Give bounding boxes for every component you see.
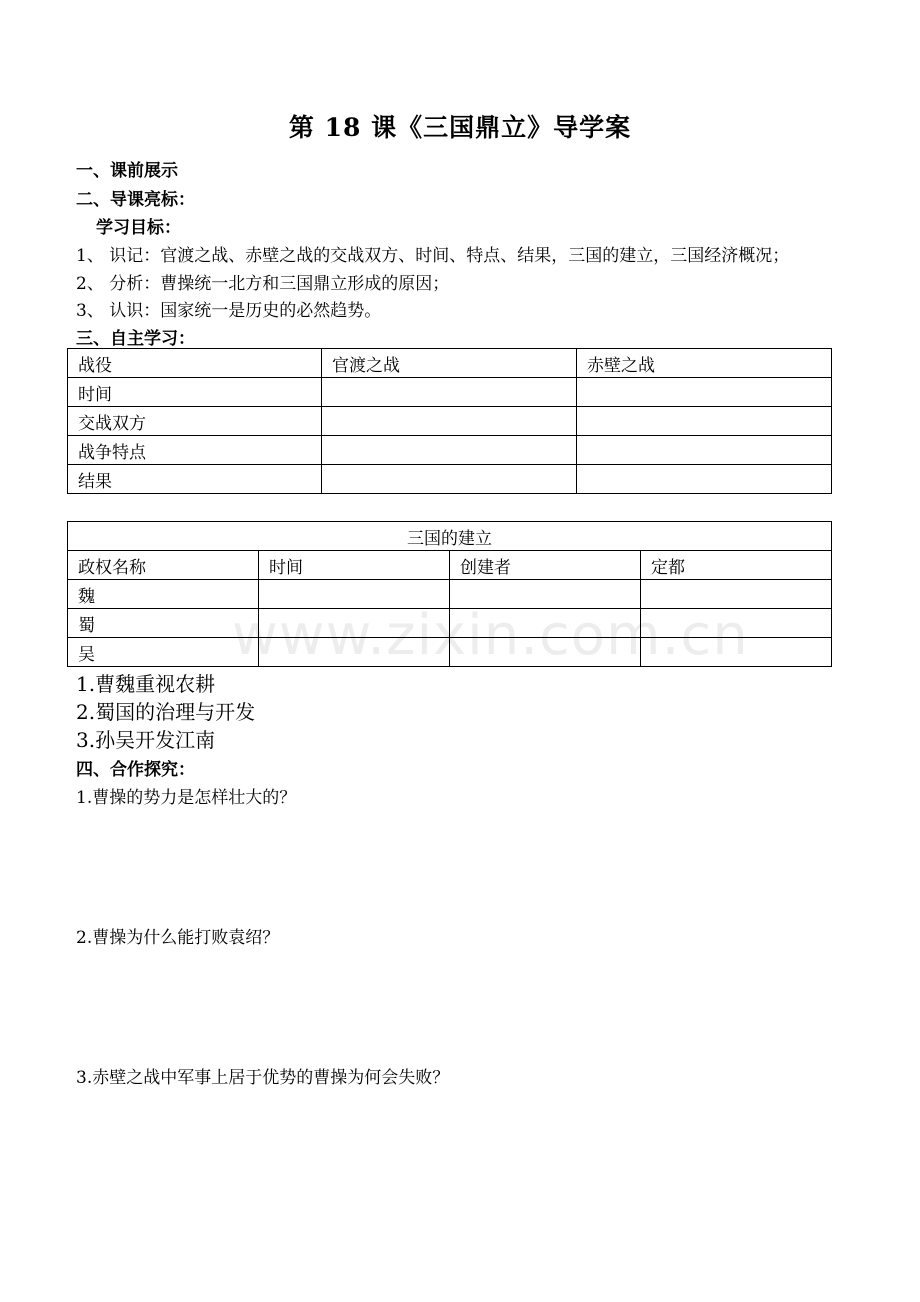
header-cell: 定都 (641, 551, 832, 580)
table-row (68, 378, 832, 407)
header-cell: 官渡之战 (322, 349, 577, 378)
page-title: 第 18 课《三国鼎立》导学案 (288, 113, 632, 142)
table-caption-row (68, 522, 832, 551)
blank-cell[interactable] (322, 465, 577, 494)
goal-item-3: 3、 认识：国家统一是历史的必然趋势。 (76, 301, 382, 321)
blank-cell[interactable] (577, 407, 832, 436)
section-heading-preview: 一、课前展示 (76, 161, 178, 181)
economy-item-1: 1.曹魏重视农耕 (76, 672, 216, 696)
row-label: 结果 (68, 465, 322, 494)
section-heading-cooperation: 四、合作探究： (76, 760, 195, 780)
header-cell: 赤壁之战 (577, 349, 832, 378)
row-label: 蜀 (68, 609, 259, 638)
battle-table (67, 348, 832, 494)
goal-item-1: 1、 识记：官渡之战、赤壁之战的交战双方、时间、特点、结果，三国的建立，三国经济概况； (76, 246, 790, 266)
question-3: 3.赤壁之战中军事上居于优势的曹操为何会失败？ (76, 1068, 450, 1088)
table-row (68, 407, 832, 436)
header-cell: 创建者 (450, 551, 641, 580)
question-1: 1.曹操的势力是怎样壮大的？ (76, 788, 297, 808)
row-label: 时间 (68, 378, 322, 407)
watermark-text: www.zixin.com.cn (232, 603, 749, 668)
row-label: 魏 (68, 580, 259, 609)
blank-cell[interactable] (577, 378, 832, 407)
economy-item-3: 3.孙吴开发江南 (76, 728, 216, 752)
blank-cell[interactable] (322, 407, 577, 436)
economy-item-2: 2.蜀国的治理与开发 (76, 700, 256, 724)
row-label: 战争特点 (68, 436, 322, 465)
row-label: 交战双方 (68, 407, 322, 436)
table-header-row (68, 349, 832, 378)
goal-item-2: 2、 分析：曹操统一北方和三国鼎立形成的原因； (76, 274, 450, 294)
header-cell: 政权名称 (68, 551, 259, 580)
question-2: 2.曹操为什么能打败袁绍？ (76, 928, 280, 948)
header-cell: 战役 (68, 349, 322, 378)
goals-heading: 学习目标： (96, 218, 181, 238)
blank-cell[interactable] (577, 465, 832, 494)
table-caption: 三国的建立 (68, 522, 832, 551)
blank-cell[interactable] (322, 378, 577, 407)
section-heading-self-study: 三、自主学习： (76, 329, 195, 349)
table-header-row (68, 551, 832, 580)
table-row (68, 436, 832, 465)
row-label: 吴 (68, 638, 259, 667)
header-cell: 时间 (259, 551, 450, 580)
blank-cell[interactable] (322, 436, 577, 465)
section-heading-intro: 二、导课亮标： (76, 190, 195, 210)
table-row (68, 465, 832, 494)
blank-cell[interactable] (577, 436, 832, 465)
